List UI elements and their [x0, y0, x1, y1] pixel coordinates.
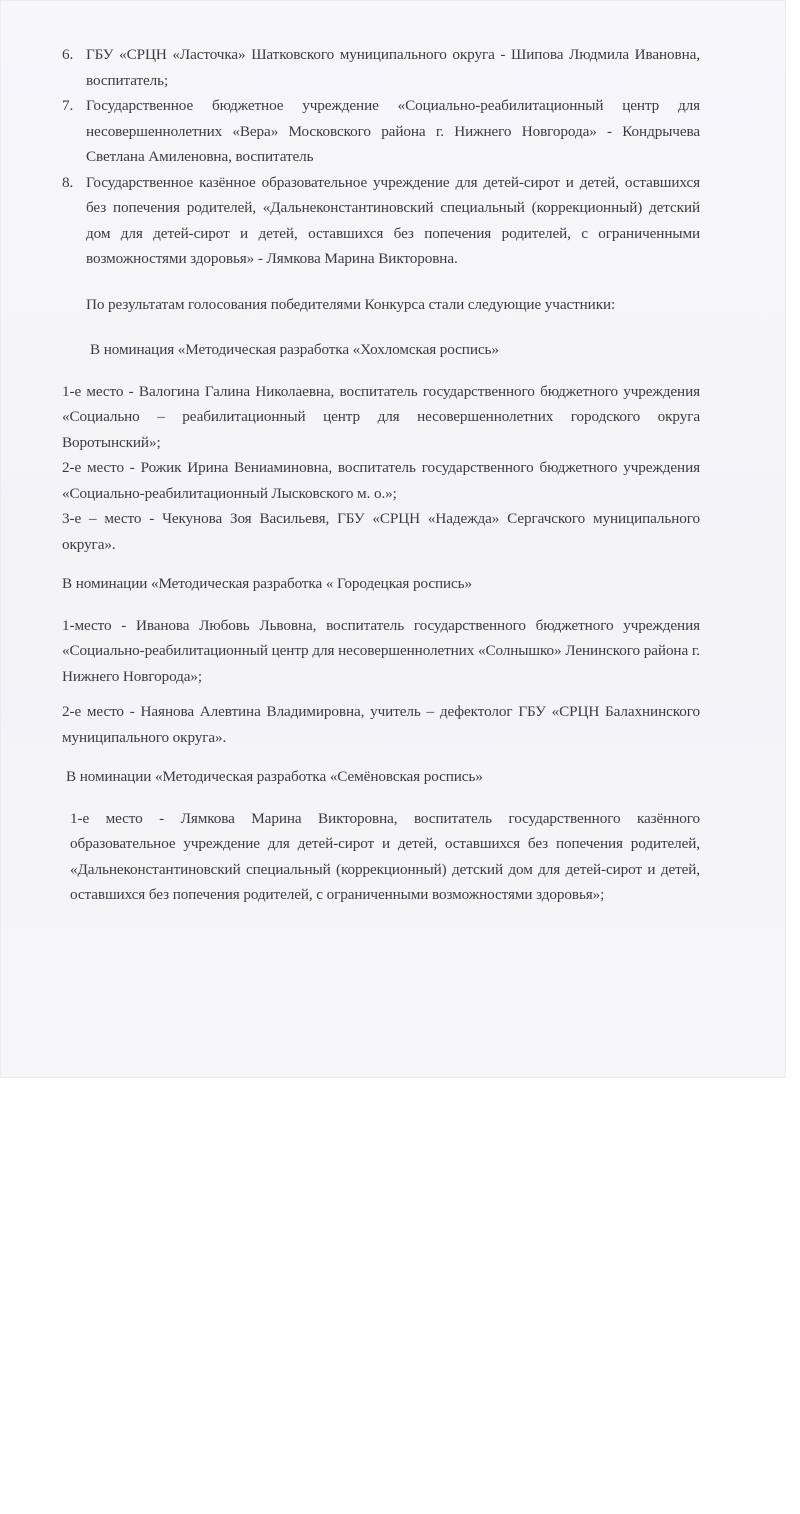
results-intro: По результатам голосования победителями Конкурса стали следующие участники:: [86, 295, 616, 313]
place-entry: 1-е место - Лямкова Марина Викторовна, воспитатель государственного казённого образовательное учреждение для детей-сирот и детей, оставшихся без попечения родителей, «Дальнеконстантиновский специальный (коррекционный) детский дом для детей-сирот и детей, оставшихся без попечения родителей, с ограниченными возможностями здоровья»;: [70, 809, 700, 903]
place-entry: 3-е – место - Чекунова Зоя Васильевя, ГБУ «СРЦН «Надежда» Сергачского муниципального округа».: [62, 510, 700, 553]
place-entry: 1-место - Иванова Любовь Львовна, воспитатель государственного бюджетного учреждения «Социально-реабилитационный центр для несовершеннолетних «Солнышко» Ленинского района г. Нижнего Новгорода»;: [62, 616, 700, 685]
list-item-text: Государственное казённое образовательное учреждение для детей-сирот и детей, оставшихся без попечения родителей, «Дальнеконстантиновский специальный (коррекционный) детский дом для детей-сирот и детей, оставшихся без попечения родителей, с ограниченными возможностями здоровья» - Лямкова Марина Викторовна.: [86, 173, 700, 267]
list-item-text: Государственное бюджетное учреждение «Социально-реабилитационный центр для несовершеннолетних «Вера» Московского района г. Нижнего Новгорода» - Кондрычева Светлана Амиленовна, воспитатель: [86, 97, 700, 165]
document-body: [62, 42, 700, 908]
list-item-number: 8.: [62, 173, 74, 191]
nomination-heading-semenov: В номинации «Методическая разработка «Семёновская роспись»: [66, 768, 483, 785]
nomination-heading-gorodets: В номинации «Методическая разработка « Городецкая роспись»: [62, 575, 472, 592]
place-entry: 2-е место - Рожик Ирина Вениаминовна, воспитатель государственного бюджетного учреждения «Социально-реабилитационный Лысковского м. о.»;: [62, 459, 700, 502]
list-item-number: 7.: [62, 97, 74, 114]
participants-list: [62, 42, 700, 272]
place-entry: 1-е место - Валогина Галина Николаевна, воспитатель государственного бюджетного учреждения «Социально – реабилитационный центр для несовершеннолетних городского округа Воротынский»;: [62, 382, 700, 451]
list-item-number: 6.: [62, 46, 74, 63]
list-item: [62, 42, 700, 93]
nomination-heading-khokhloma: В номинация «Методическая разработка «Хохломская роспись»: [90, 341, 499, 358]
list-item-text: ГБУ «СРЦН «Ласточка» Шатковского муниципального округа - Шипова Людмила Ивановна, воспитатель;: [86, 46, 700, 89]
list-item: [62, 170, 700, 272]
list-item: [62, 93, 700, 170]
place-entry: 2-е место - Наянова Алевтина Владимировна, учитель – дефектолог ГБУ «СРЦН Балахнинского муниципального округа».: [62, 703, 700, 746]
